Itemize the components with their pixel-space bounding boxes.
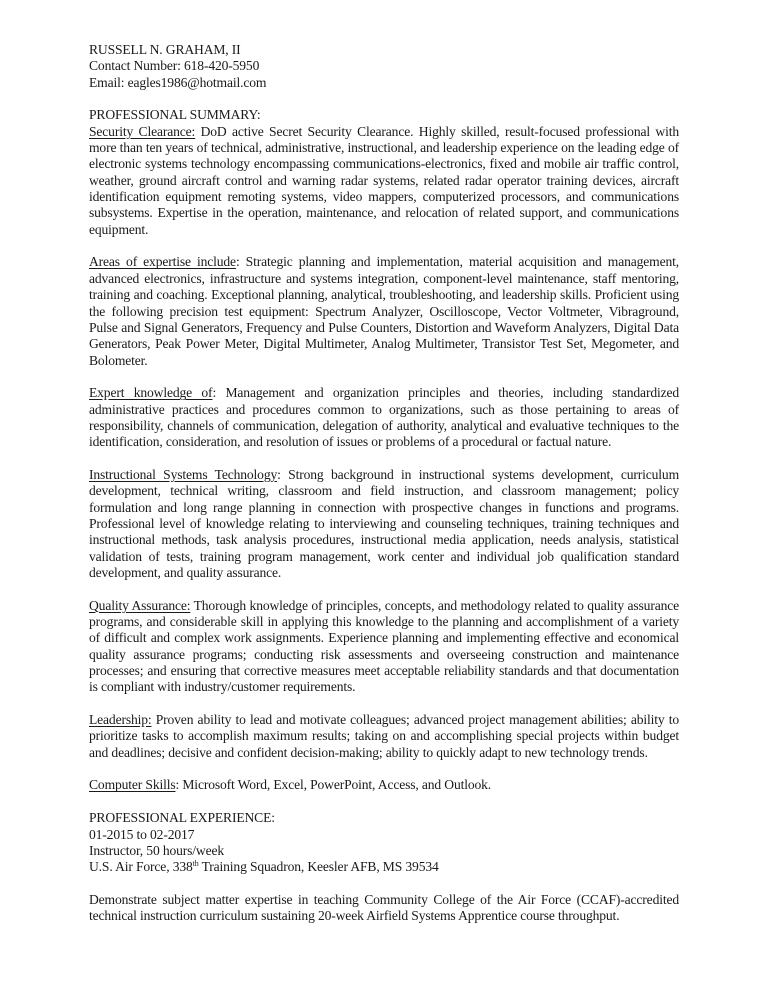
spacer [89,238,679,254]
expertise-label: Areas of expertise include [89,254,236,270]
security-clearance-text: DoD active Secret Security Clearance. Highly skilled, result-focused professional with more than ten years of technical, administrative, instructional, and leadership experience on the leading edge of electronic systems technology encompassing communications-electronics, fixed and mobile air traffic control, weather, ground aircraft control and warning radar systems, related radar operator training devices, aircraft identification equipment remoting systems, video mappers, computerized processors, and communications subsystems. Expertise in the operation, maintenance, and relocation of related support, and communications equipment. [89,123,679,237]
spacer [89,451,679,467]
leadership-label: Leadership: [89,712,152,728]
spacer [89,876,679,892]
spacer [89,696,679,712]
computer-skills-text: : Microsoft Word, Excel, PowerPoint, Access, and Outlook. [175,777,492,793]
resume-page [89,42,679,925]
knowledge-label: Expert knowledge of [89,385,213,401]
ist-text: : Strong background in instructional systems development, curriculum development, technical writing, classroom and field instruction, and classroom management; policy formulation and long range planning in connection with prospective changes in functions and programs. Professional level of knowledge relating to interviewing and counseling techniques, training techniques and instructional methods, task analysis procedures, instructional media application, needs analysis, statistical validation of tests, training program management, work center and individual job qualification standard development, and quality assurance. [89,466,679,580]
job-entry [89,827,679,925]
ist-paragraph [89,467,679,581]
spacer [89,581,679,597]
security-clearance-label: Security Clearance: [89,123,196,139]
ist-label: Instructional Systems Technology [89,466,278,482]
job-organization [89,859,679,875]
org-text: U.S. Air Force, 338 [89,859,193,875]
job-description: Demonstrate subject matter expertise in teaching Community College of the Air Force (CCAF)-accredited technical instruction curriculum sustaining 20-week Airfield Systems Apprentice course throughput. [89,891,679,924]
email-address: Email: eagles1986@hotmail.com [89,74,267,90]
qa-text: Thorough knowledge of principles, concepts, and methodology related to quality assurance programs, and considerable skill in applying this knowledge to the planning and accomplishment of a variety of difficult and complex work assignments. Experience planning and implementing effective and economical quality assurance programs; conducting risk assessments and overseeing construction and maintenance processes; and ensuring that corrective measures meet acceptable reliability standards and that documentation is compliant with industry/customer requirements. [89,597,679,695]
qa-paragraph [89,598,679,696]
computer-skills-label: Computer Skills [89,777,176,793]
expertise-text: : Strategic planning and implementation, material acquisition and management, advanced electronics, infrastructure and systems integration, component-level maintenance, staff mentoring, training and coaching. Exceptional planning, analytical, troubleshooting, and leadership skills. Proficient using the following precision test equipment: Spectrum Analyzer, Oscilloscope, Vector Voltmeter, Vibraground, Pulse and Signal Generators, Frequency and Pulse Counters, Distortion and Waveform Analyzers, Digital Data Generators, Peak Power Meter, Digital Multimeter, Analog Multimeter, Transistor Test Set, Megometer, and Bolometer. [89,254,679,368]
ordinal-suffix: th [192,859,199,869]
summary-heading: PROFESSIONAL SUMMARY: [89,107,261,123]
spacer [89,794,679,810]
spacer [89,761,679,777]
knowledge-paragraph [89,385,679,450]
spacer [89,91,679,107]
expertise-paragraph [89,254,679,368]
leadership-text: Proven ability to lead and motivate colleagues; advanced project management abilities; ability to prioritize tasks to accomplish maximum results; taking on and accomplishing special projects within budget and deadlines; decisive and confident decision-making; ability to quickly adapt to new technology trends. [89,712,679,760]
experience-heading: PROFESSIONAL EXPERIENCE: [89,810,275,826]
job-title: Instructor, 50 hours/week [89,842,225,858]
qa-label: Quality Assurance: [89,597,191,613]
candidate-name: RUSSELL N. GRAHAM, II [89,42,241,57]
spacer [89,369,679,385]
job-dates: 01-2015 to 02-2017 [89,826,195,842]
security-clearance-paragraph [89,124,679,238]
org-text: Training Squadron, Keesler AFB, MS 39534 [198,859,439,875]
knowledge-text: : Management and organization principles and theories, including standardized administrative practices and procedures common to organizations, such as those pertaining to areas of responsibility, channels of communication, delegation of authority, analytical and evaluative techniques to the identification, consideration, and resolution of issues or problems of a procedural or factual nature. [89,385,680,450]
leadership-paragraph [89,712,679,761]
computer-skills-paragraph [89,777,679,793]
contact-number: Contact Number: 618-420-5950 [89,58,260,74]
